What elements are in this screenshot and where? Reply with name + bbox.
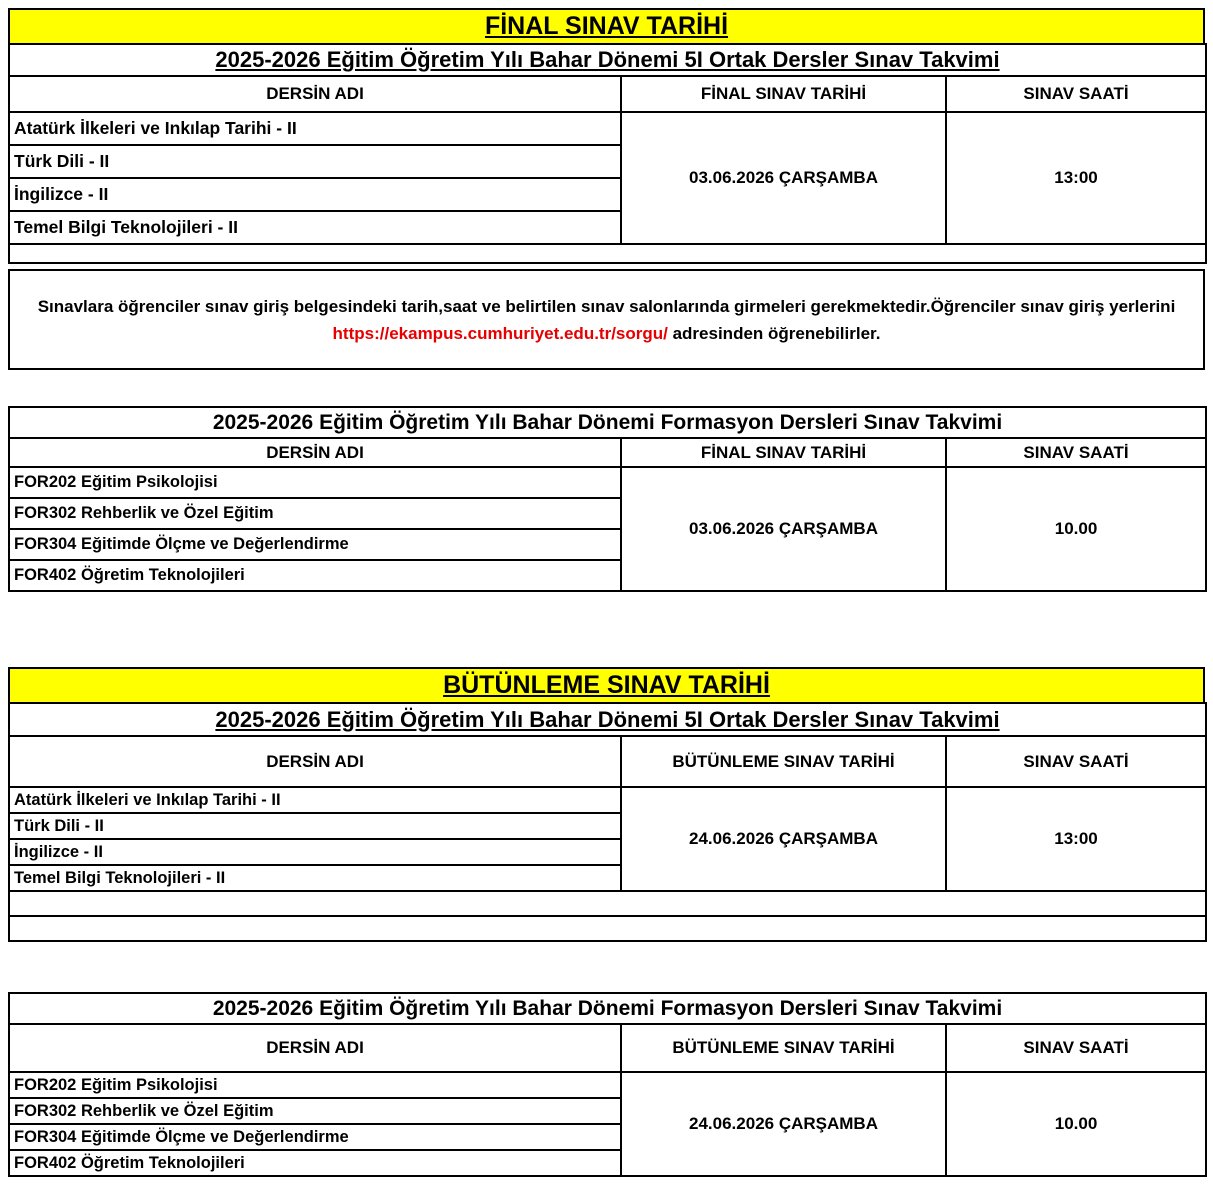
column-header-final-exam-date: FİNAL SINAV TARİHİ <box>621 76 946 112</box>
column-header-exam-time: SINAV SAATİ <box>946 438 1206 467</box>
butunleme-section-banner: BÜTÜNLEME SINAV TARİHİ <box>8 667 1205 704</box>
course-name-cell: Türk Dili - II <box>9 813 621 839</box>
course-name-cell: Atatürk İlkeleri ve Inkılap Tarihi - II <box>9 112 621 145</box>
exam-time-cell: 10.00 <box>946 1072 1206 1176</box>
ekampus-query-link[interactable]: https://ekampus.cumhuriyet.edu.tr/sorgu/ <box>332 323 668 343</box>
course-name-cell: FOR402 Öğretim Teknolojileri <box>9 560 621 591</box>
course-name-cell: FOR402 Öğretim Teknolojileri <box>9 1150 621 1176</box>
column-header-final-exam-date: FİNAL SINAV TARİHİ <box>621 438 946 467</box>
butunleme-ortak-header-row <box>9 736 1206 787</box>
butunleme-formasyon-table <box>8 992 1207 1177</box>
table-row <box>9 1072 1206 1098</box>
course-name-cell: Türk Dili - II <box>9 145 621 178</box>
exam-entry-note-box <box>8 269 1205 370</box>
column-header-butunleme-exam-date: BÜTÜNLEME SINAV TARİHİ <box>621 736 946 787</box>
butunleme-formasyon-table-title: 2025-2026 Eğitim Öğretim Yılı Bahar Dönemi Formasyon Dersleri Sınav Takvimi <box>9 993 1206 1024</box>
column-header-course-name: DERSİN ADI <box>9 1024 621 1072</box>
table-row <box>9 787 1206 813</box>
column-header-course-name: DERSİN ADI <box>9 736 621 787</box>
exam-date-cell: 03.06.2026 ÇARŞAMBA <box>621 112 946 244</box>
course-name-cell: FOR202 Eğitim Psikolojisi <box>9 1072 621 1098</box>
final-formasyon-table <box>8 406 1207 592</box>
course-name-cell: Atatürk İlkeleri ve Inkılap Tarihi - II <box>9 787 621 813</box>
exam-date-cell: 24.06.2026 ÇARŞAMBA <box>621 1072 946 1176</box>
table-row <box>9 467 1206 498</box>
empty-cell <box>9 916 1206 941</box>
empty-row <box>9 916 1206 941</box>
empty-row <box>9 891 1206 916</box>
course-name-cell: FOR302 Rehberlik ve Özel Eğitim <box>9 1098 621 1124</box>
course-name-cell: FOR304 Eğitimde Ölçme ve Değerlendirme <box>9 1124 621 1150</box>
section-spacer <box>8 592 1205 667</box>
course-name-cell: İngilizce - II <box>9 839 621 865</box>
butunleme-ortak-table <box>8 702 1207 942</box>
note-text-before-link: Sınavlara öğrenciler sınav giriş belgesindeki tarih,saat ve belirtilen sınav salonlarında girmeleri gerekmektedir.Öğrenciler sınav giriş yerlerini <box>37 296 1176 316</box>
empty-cell <box>9 891 1206 916</box>
column-header-exam-time: SINAV SAATİ <box>946 76 1206 112</box>
column-header-exam-time: SINAV SAATİ <box>946 1024 1206 1072</box>
course-name-cell: Temel Bilgi Teknolojileri - II <box>9 211 621 244</box>
note-text-after-link: adresinden öğrenebilirler. <box>667 323 881 343</box>
column-header-exam-time: SINAV SAATİ <box>946 736 1206 787</box>
exam-date-cell: 24.06.2026 ÇARŞAMBA <box>621 787 946 891</box>
final-formasyon-table-title: 2025-2026 Eğitim Öğretim Yılı Bahar Dönemi Formasyon Dersleri Sınav Takvimi <box>9 407 1206 438</box>
empty-row <box>9 244 1206 263</box>
exam-entry-note-text <box>10 293 1203 347</box>
butunleme-ortak-table-title: 2025-2026 Eğitim Öğretim Yılı Bahar Dönemi 5I Ortak Dersler Sınav Takvimi <box>9 703 1206 736</box>
column-header-course-name: DERSİN ADI <box>9 76 621 112</box>
section-spacer <box>8 370 1205 406</box>
exam-schedule-document <box>8 8 1205 1177</box>
column-header-course-name: DERSİN ADI <box>9 438 621 467</box>
course-name-cell: FOR302 Rehberlik ve Özel Eğitim <box>9 498 621 529</box>
exam-time-cell: 10.00 <box>946 467 1206 591</box>
final-formasyon-header-row <box>9 438 1206 467</box>
course-name-cell: FOR304 Eğitimde Ölçme ve Değerlendirme <box>9 529 621 560</box>
table-row <box>9 112 1206 145</box>
exam-date-cell: 03.06.2026 ÇARŞAMBA <box>621 467 946 591</box>
final-ortak-header-row <box>9 76 1206 112</box>
exam-time-cell: 13:00 <box>946 787 1206 891</box>
empty-cell <box>9 244 1206 263</box>
course-name-cell: FOR202 Eğitim Psikolojisi <box>9 467 621 498</box>
course-name-cell: İngilizce - II <box>9 178 621 211</box>
butunleme-formasyon-header-row <box>9 1024 1206 1072</box>
final-ortak-table-title: 2025-2026 Eğitim Öğretim Yılı Bahar Dönemi 5I Ortak Dersler Sınav Takvimi <box>9 44 1206 76</box>
column-header-butunleme-exam-date: BÜTÜNLEME SINAV TARİHİ <box>621 1024 946 1072</box>
final-ortak-table <box>8 43 1207 264</box>
exam-time-cell: 13:00 <box>946 112 1206 244</box>
final-section-banner: FİNAL SINAV TARİHİ <box>8 8 1205 45</box>
course-name-cell: Temel Bilgi Teknolojileri - II <box>9 865 621 891</box>
section-spacer <box>8 942 1205 992</box>
